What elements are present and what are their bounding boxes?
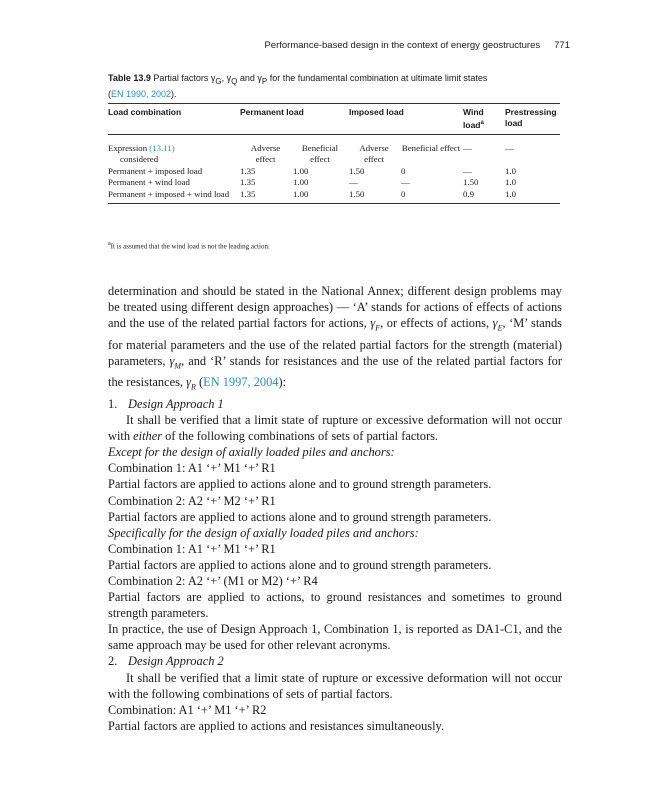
- cell: —: [463, 165, 472, 176]
- cell: —: [401, 177, 410, 188]
- cell: 1.00: [293, 189, 349, 204]
- combination-line: Combination 1: A1 ‘+’ M1 ‘+’ R1: [108, 541, 276, 556]
- combination-description: Partial factors are applied to actions alone and to ground strength parameters.: [108, 557, 492, 572]
- sub-heading: Specifically for the design of axially loaded piles and anchors:: [108, 525, 419, 540]
- list-item-text: It shall be verified that a limit state of rupture or excessive deformation will not occur with the following combinations of sets of partial factors.: [108, 670, 562, 701]
- list-item-heading: 1. Design Approach 1: [108, 396, 224, 411]
- header-imposed-load: Imposed load: [349, 104, 463, 135]
- cell: 1.35: [240, 165, 256, 176]
- cell: 1.35: [240, 189, 293, 204]
- cell: 1.00: [293, 177, 309, 188]
- cell: 0: [401, 189, 463, 204]
- row-label: Permanent + imposed + wind load: [108, 189, 240, 204]
- cell: 0: [401, 165, 406, 176]
- cell: 1.0: [505, 165, 517, 176]
- combination-description: Partial factors are applied to actions, to ground resistances and sometimes to ground strength parameters.: [108, 590, 562, 621]
- cell: —: [463, 142, 472, 153]
- combination-line: Combination 2: A2 ‘+’ (M1 or M2) ‘+’ R4: [108, 574, 318, 588]
- header-permanent-load: Permanent load: [240, 104, 349, 135]
- list-item-text: It shall be verified that a limit state of rupture or excessive deformation will not occur with either of the following combinations of sets of partial factors.: [108, 413, 562, 444]
- table-row: [108, 166, 560, 178]
- cell: 1.50: [463, 177, 479, 188]
- partial-factors-table: [108, 103, 560, 204]
- header-wind-load: Wind load$^a$: [463, 104, 505, 135]
- cell: 1.50: [349, 165, 365, 176]
- cell: —: [349, 177, 358, 188]
- table-row: [108, 189, 560, 204]
- running-head-title: Performance-based design in the context of energy geostructures: [264, 40, 541, 51]
- caption-reference-link[interactable]: EN 1990, 2002: [111, 88, 172, 99]
- table-caption: Table 13.9 Partial factors $\gamma_G$, $\gamma_Q$ and $\gamma_P$ for the fundamental combination at ultimate limit states (EN 1990, 2002).: [108, 73, 488, 99]
- row-label: Permanent + imposed load: [108, 165, 203, 176]
- cell: 1.0: [505, 189, 560, 204]
- practice-note: In practice, the use of Design Approach 1, Combination 1, is reported as DA1-C1, and the same approach may be used for other relevant acronyms.: [108, 622, 562, 653]
- body-reference-link[interactable]: EN 1997, 2004: [203, 375, 279, 390]
- row-label: Expression (13.11) considered: [108, 142, 175, 165]
- cell: 1.50: [349, 189, 401, 204]
- expression-reference-link[interactable]: (13.11): [149, 142, 175, 153]
- table-header-row: [108, 104, 560, 135]
- cell: Beneficial effect: [401, 142, 461, 153]
- caption-text: Partial factors $\gamma_G$, $\gamma_Q$ and $\gamma_P$ for the fundamental combination at ultimate limit states: [153, 73, 488, 86]
- body-text: [108, 283, 562, 734]
- cell: Beneficial effect: [301, 142, 339, 165]
- combination-line: Combination 1: A1 ‘+’ M1 ‘+’ R1: [108, 461, 276, 476]
- table-label: Table 13.9: [108, 73, 151, 83]
- cell: 0.9: [463, 189, 505, 204]
- cell: Adverse effect: [250, 142, 281, 165]
- combination-line: Combination: A1 ‘+’ M1 ‘+’ R2: [108, 702, 267, 717]
- header-prestressing-load: Prestressing load: [505, 104, 560, 135]
- row-label: Permanent + wind load: [108, 177, 190, 188]
- sub-heading: Except for the design of axially loaded piles and anchors:: [108, 445, 395, 460]
- cell: 1.00: [293, 165, 309, 176]
- header-load-combination: Load combination: [108, 104, 240, 135]
- page-number: 771: [554, 40, 570, 51]
- cell: 1.35: [240, 177, 256, 188]
- cell: —: [505, 142, 514, 153]
- table-row: [108, 134, 560, 166]
- cell: Adverse effect: [359, 142, 389, 165]
- list-item-heading: 2. Design Approach 2: [108, 654, 224, 669]
- cell: 1.0: [505, 177, 517, 188]
- table-footnote: $^a$It is assumed that the wind load is not the leading action.: [108, 241, 270, 251]
- body-paragraph: determination and should be stated in the National Annex; different design problems may be treated using different design approaches) — ‘A’ stands for actions of effects of actions and the use of the related partial factors for actions, $\gamma_F$, or effects of actions, $\gamma_E$, ‘M’ stands for material parameters and the use of the related partial factors for the strength (material) parameters, $\gamma_M$, and ‘R’ stands for resistances and the use of the related partial factors for the resistances, $\gamma_R$ (EN 1997, 2004):: [108, 284, 563, 392]
- combination-description: Partial factors are applied to actions alone and to ground strength parameters.: [108, 477, 492, 492]
- combination-line: Combination 2: A2 ‘+’ M2 ‘+’ R1: [108, 493, 276, 508]
- combination-description: Partial factors are applied to actions and resistances simultaneously.: [108, 718, 445, 733]
- combination-description: Partial factors are applied to actions alone and to ground strength parameters.: [108, 509, 492, 524]
- table-row: [108, 177, 560, 189]
- running-head: [108, 40, 570, 54]
